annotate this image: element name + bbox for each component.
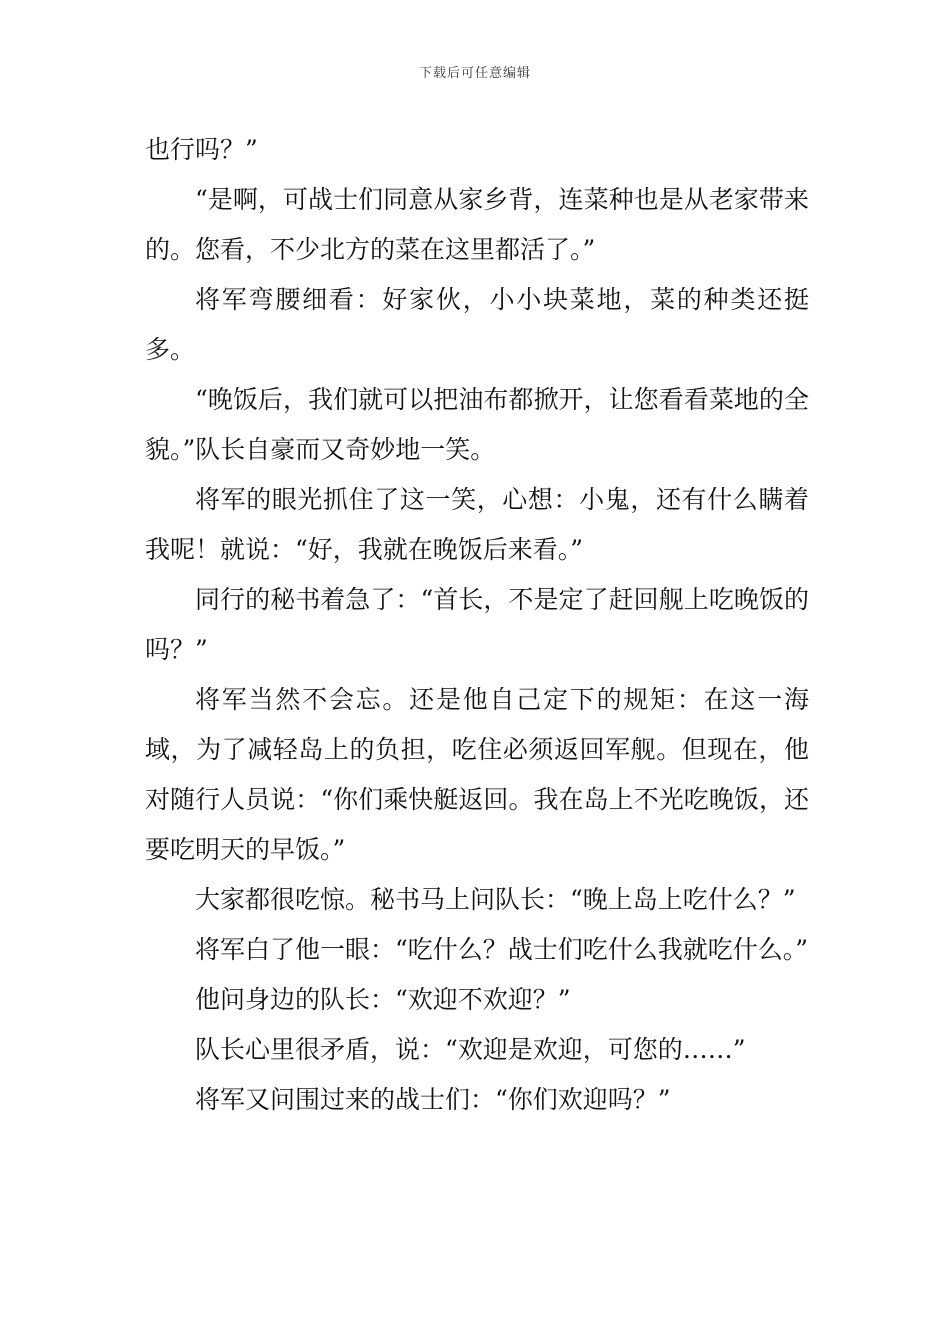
paragraph-10: 他问身边的队长：“欢迎不欢迎？”: [195, 985, 571, 1014]
paragraph-8: 大家都很吃惊。秘书马上问队长：“晚上岛上吃什么？”: [195, 885, 796, 914]
paragraph-6: 同行的秘书着急了：“首长，不是定了赶回舰上吃晚饭的吗？”: [145, 585, 809, 664]
document-body: [145, 125, 809, 1125]
paragraph-11: 队长心里很矛盾，说：“欢迎是欢迎，可您的……”: [195, 1035, 746, 1064]
paragraph-7: 将军当然不会忘。还是他自己定下的规矩：在这一海域，为了减轻岛上的负担，吃住必须返回军舰。但现在，他对随行人员说：“你们乘快艇返回。我在岛上不光吃晚饭，还要吃明天的早饭。”: [145, 685, 809, 864]
paragraph-9: 将军白了他一眼：“吃什么？战士们吃什么我就吃什么。”: [195, 935, 809, 964]
paragraph-3: 将军弯腰细看：好家伙，小小块菜地，菜的种类还挺多。: [145, 285, 809, 364]
paragraph-5: 将军的眼光抓住了这一笑，心想：小鬼，还有什么瞒着我呢！就说：“好，我就在晚饭后来看。”: [145, 485, 809, 564]
page-header: 下载后可任意编辑: [418, 66, 531, 81]
paragraph-12: 将军又问围过来的战士们：“你们欢迎吗？”: [195, 1085, 671, 1114]
paragraph-2: “是啊，可战士们同意从家乡背，连菜种也是从老家带来的。您看，不少北方的菜在这里都活了。”: [145, 185, 809, 264]
paragraph-4: “晚饭后，我们就可以把油布都掀开，让您看看菜地的全貌。”队长自豪而又奇妙地一笑。: [145, 385, 809, 464]
paragraph-1: 也行吗？”: [145, 135, 258, 164]
